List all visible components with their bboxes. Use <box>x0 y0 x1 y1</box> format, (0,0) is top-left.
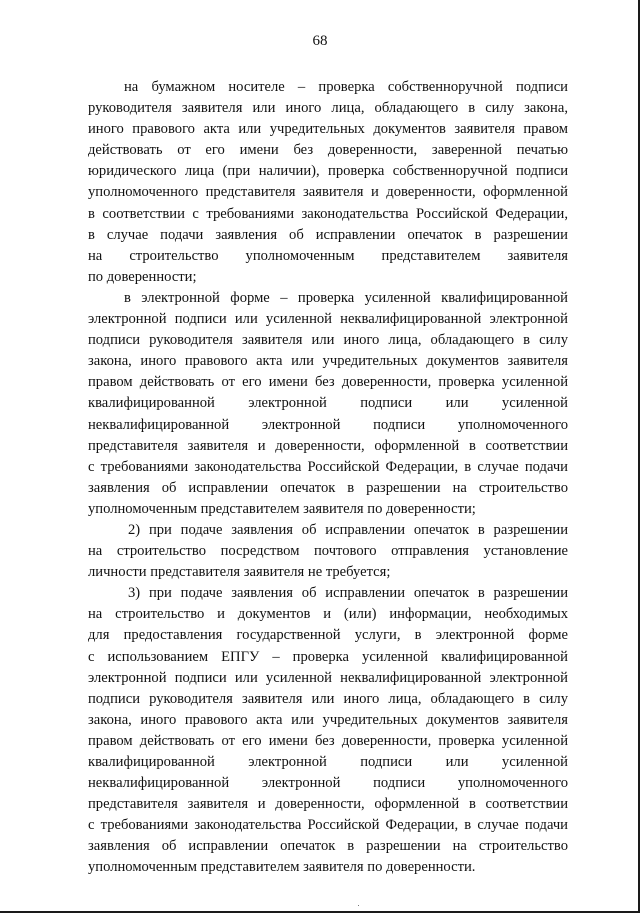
text-line: в соответствии с требованиями законодательства Российской Федерации, <box>88 205 568 222</box>
text-line: правом действовать от его имени без доверенности, проверка усиленной <box>88 374 568 391</box>
text-line: заявления об исправлении опечаток в разрешении на строительство <box>88 479 568 496</box>
scan-speck <box>358 905 359 906</box>
text-line: юридического лица (при наличии), проверка собственноручной подписи <box>88 163 568 180</box>
body-text <box>88 77 568 879</box>
text-line: личности представителя заявителя не требуется; <box>88 564 391 581</box>
text-line: представителя заявителя и доверенности, оформленной в соответствии <box>88 437 568 454</box>
text-line: с требованиями законодательства Российской Федерации, в случае подачи <box>88 817 568 834</box>
text-line: подписи руководителя заявителя или иного лица, обладающего в силу <box>88 332 568 349</box>
text-line: в случае подачи заявления об исправлении опечаток в разрешении <box>88 226 568 243</box>
text-line: правом действовать от его имени без доверенности, проверка усиленной <box>88 732 568 749</box>
text-line: в электронной форме – проверка усиленной квалифицированной <box>124 289 568 306</box>
text-line: заявления об исправлении опечаток в разрешении на строительство <box>88 838 568 855</box>
text-line: на строительство и документов и (или) информации, необходимых <box>88 606 568 623</box>
text-line: квалифицированной электронной подписи или усиленной <box>88 754 568 770</box>
text-line: на строительство посредством почтового отправления установление <box>88 543 568 560</box>
text-line: для предоставления государственной услуги, в электронной форме <box>88 627 568 644</box>
text-line: действовать от его имени без доверенности, заверенной печатью <box>88 142 568 159</box>
text-line: уполномоченным представителем заявителя по доверенности; <box>88 500 476 517</box>
text-line: неквалифицированной электронной подписи уполномоченного <box>88 775 568 792</box>
text-line: с использованием ЕПГУ – проверка усиленной квалифицированной <box>88 648 568 665</box>
text-line: 3) при подаче заявления об исправлении опечаток в разрешении <box>128 585 568 602</box>
text-line: электронной подписи или усиленной неквалифицированной электронной <box>88 669 568 686</box>
text-line: уполномоченного представителя заявителя и доверенности, оформленной <box>88 184 568 201</box>
text-line: с требованиями законодательства Российской Федерации, в случае подачи <box>88 458 568 475</box>
text-line: 2) при подаче заявления об исправлении опечаток в разрешении <box>128 521 568 538</box>
text-line: закона, иного правового акта или учредительных документов заявителя <box>88 353 568 370</box>
text-line: закона, иного правового акта или учредительных документов заявителя <box>88 711 568 728</box>
text-line: электронной подписи или усиленной неквалифицированной электронной <box>88 311 568 328</box>
text-line: уполномоченным представителем заявителя по доверенности. <box>88 859 476 876</box>
text-line: на бумажном носителе – проверка собственноручной подписи <box>124 79 568 95</box>
text-line: на строительство уполномоченным представителем заявителя <box>88 247 568 264</box>
text-line: квалифицированной электронной подписи или усиленной <box>88 395 568 412</box>
page-number: 68 <box>312 33 328 49</box>
text-line: подписи руководителя заявителя или иного лица, обладающего в силу <box>88 690 568 707</box>
text-line: представителя заявителя и доверенности, оформленной в соответствии <box>88 796 568 813</box>
text-line: руководителя заявителя или иного лица, обладающего в силу закона, <box>88 100 568 117</box>
text-line: по доверенности; <box>88 268 197 285</box>
text-line: иного правового акта или учредительных документов заявителя правом <box>88 121 568 138</box>
text-line: неквалифицированной электронной подписи уполномоченного <box>88 416 568 433</box>
